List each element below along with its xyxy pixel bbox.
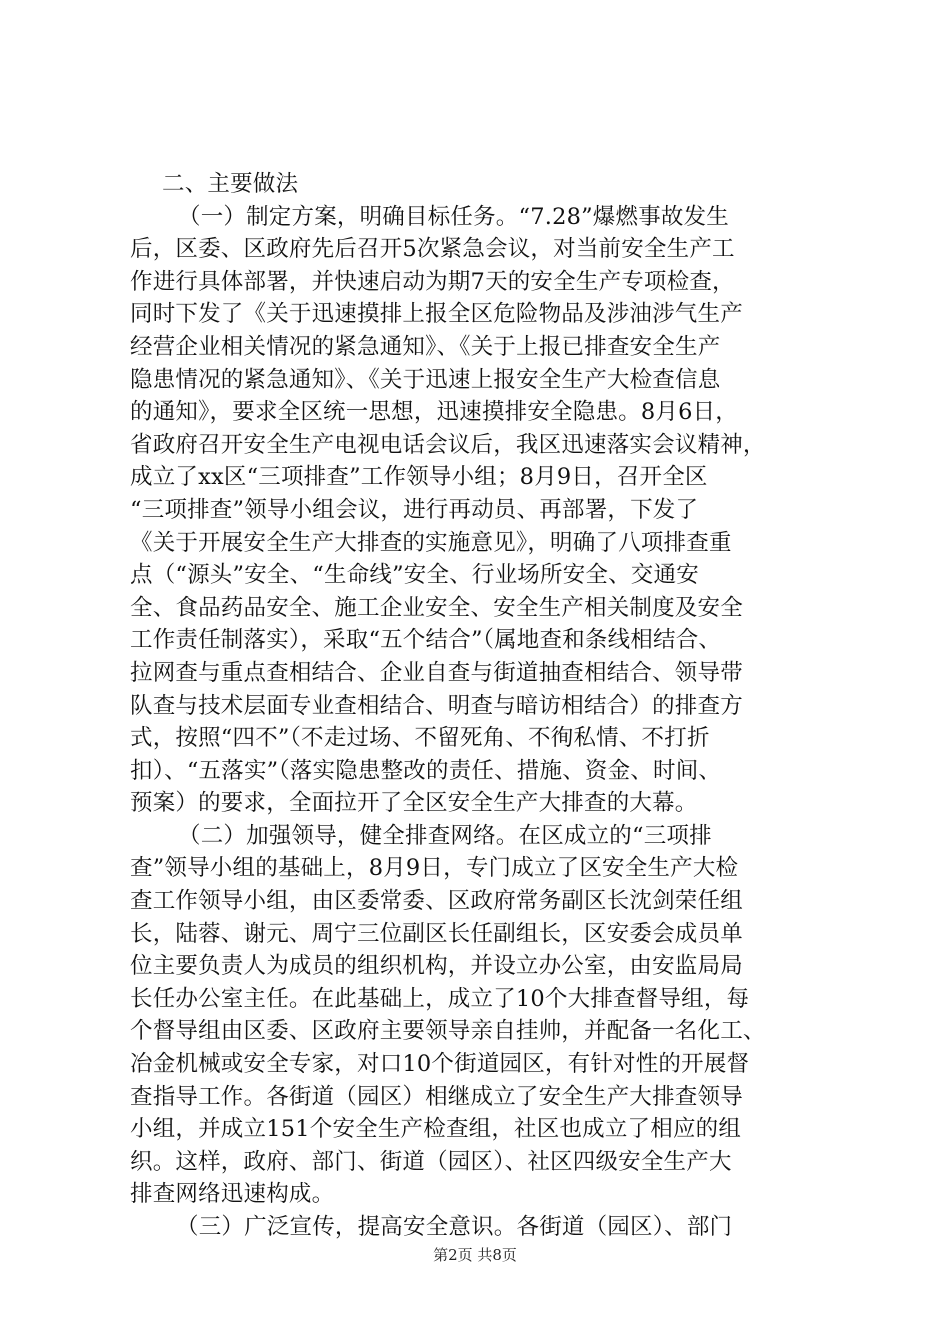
paragraph-line: 成立了xx区“三项排查”工作领导小组；8月9日，召开全区 xyxy=(130,464,708,491)
paragraph-line: （一）制定方案，明确目标任务。“7.28”爆燃事故发生 xyxy=(178,203,730,230)
paragraph-line: 长任办公室主任。在此基础上，成立了10个大排查督导组，每 xyxy=(130,985,750,1012)
paragraph-line: 预案）的要求，全面拉开了全区安全生产大排查的大幕。 xyxy=(130,790,698,817)
section-heading: 二、主要做法 xyxy=(162,171,299,197)
paragraph-line: 全、食品药品安全、施工企业安全、安全生产相关制度及安全 xyxy=(130,594,743,621)
page-footer xyxy=(0,1244,950,1265)
paragraph-line: 工作责任制落实），采取“五个结合”（属地查和条线相结合、 xyxy=(130,627,722,654)
paragraph-line: 织。这样，政府、部门、街道（园区）、社区四级安全生产大 xyxy=(130,1148,732,1175)
paragraph-line: 同时下发了《关于迅速摸排上报全区危险物品及涉油涉气生产 xyxy=(130,301,743,328)
paragraph-line: 小组，并成立151个安全生产检查组，社区也成立了相应的组 xyxy=(130,1116,742,1143)
paragraph-line: 隐患情况的紧急通知》、《关于迅速上报安全生产大检查信息 xyxy=(130,366,721,393)
paragraph-line: 拉网查与重点查相结合、企业自查与街道抽查相结合、领导带 xyxy=(130,659,743,686)
paragraph-line: 点（“源头”安全、“生命线”安全、行业场所安全、交通安 xyxy=(130,562,699,589)
document-body xyxy=(130,168,830,1244)
paragraph-line: 队查与技术层面专业查相结合、明查与暗访相结合）的排查方 xyxy=(130,692,743,719)
paragraph-line: 位主要负责人为成员的组织机构，并设立办公室，由安监局局 xyxy=(130,953,743,980)
paragraph-line: 《关于开展安全生产大排查的实施意见》，明确了八项排查重 xyxy=(130,529,732,556)
paragraph-line: 扣）、“五落实”（落实隐患整改的责任、措施、资金、时间、 xyxy=(130,757,722,784)
paragraph-line: 冶金机械或安全专家，对口10个街道园区，有针对性的开展督 xyxy=(130,1051,750,1078)
paragraph-line: 省政府召开安全生产电视电话会议后，我区迅速落实会议精神， xyxy=(130,431,766,458)
paragraph-line: 作进行具体部署，并快速启动为期7天的安全生产专项检查， xyxy=(130,268,735,295)
paragraph-line: 后，区委、区政府先后召开5次紧急会议，对当前安全生产工 xyxy=(130,236,735,263)
paragraph-line: 经营企业相关情况的紧急通知》、《关于上报已排查安全生产 xyxy=(130,333,721,360)
paragraph-line: 排查网络迅速构成。 xyxy=(130,1181,335,1208)
paragraph-line: （二）加强领导，健全排查网络。在区成立的“三项排 xyxy=(178,822,712,849)
paragraph-line: 查”领导小组的基础上，8月9日，专门成立了区安全生产大检 xyxy=(130,855,739,882)
paragraph-line: 个督导组由区委、区政府主要领导亲自挂帅，并配备一名化工、 xyxy=(130,1018,766,1045)
paragraph-line: 的通知》，要求全区统一思想，迅速摸排安全隐患。8月6日， xyxy=(130,399,738,426)
page-number: 第2页 共8页 xyxy=(433,1246,517,1264)
paragraph-line: （三）广泛宣传，提高安全意识。各街道（园区）、部门 xyxy=(176,1214,733,1240)
paragraph-line: 长，陆蓉、谢元、周宁三位副区长任副组长，区安委会成员单 xyxy=(130,920,743,947)
paragraph-line: 式，按照“四不”（不走过场、不留死角、不徇私情、不打折 xyxy=(130,725,710,752)
paragraph-line: 查指导工作。各街道（园区）相继成立了安全生产大排查领导 xyxy=(130,1083,743,1110)
paragraph-line: “三项排查”领导小组会议，进行再动员、再部署，下发了 xyxy=(130,496,699,523)
paragraph-line: 查工作领导小组，由区委常委、区政府常务副区长沈剑荣任组 xyxy=(130,888,743,915)
